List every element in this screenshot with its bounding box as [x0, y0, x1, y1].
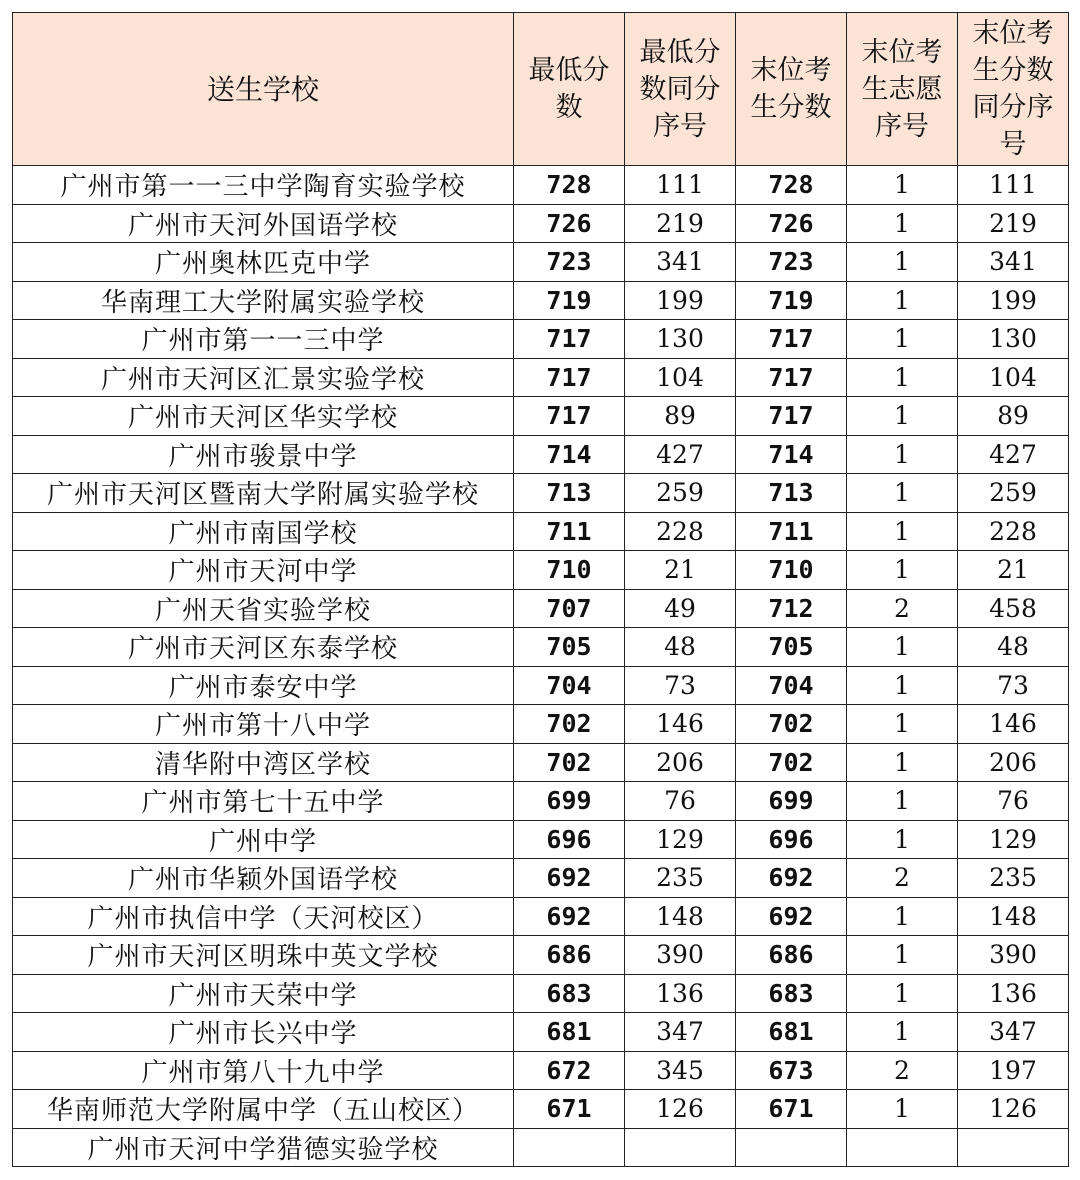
table-row: [13, 551, 1069, 590]
last-student-tie-rank-cell: 228: [958, 512, 1069, 551]
table-row: [13, 897, 1069, 936]
header-row: [13, 13, 1069, 166]
last-student-score-cell: 673: [736, 1051, 847, 1090]
min-score-cell: 681: [514, 1013, 625, 1052]
min-score-tie-rank-cell: 427: [625, 435, 736, 474]
min-score-tie-rank-cell: 21: [625, 551, 736, 590]
last-student-tie-rank-cell: 427: [958, 435, 1069, 474]
last-student-tie-rank-cell: 341: [958, 243, 1069, 282]
last-student-score-cell: 696: [736, 820, 847, 859]
last-student-score-cell: 692: [736, 897, 847, 936]
last-student-tie-rank-cell: [958, 1128, 1069, 1167]
min-score-tie-rank-cell: 76: [625, 782, 736, 821]
min-score-tie-rank-cell: 235: [625, 859, 736, 898]
last-student-choice-rank-cell: 2: [847, 589, 958, 628]
last-student-score-cell: 723: [736, 243, 847, 282]
school-name-cell: 广州市天河区华实学校: [13, 397, 514, 436]
last-student-score-cell: 728: [736, 166, 847, 205]
last-student-tie-rank-cell: 111: [958, 166, 1069, 205]
school-name-cell: 华南师范大学附属中学（五山校区）: [13, 1090, 514, 1129]
last-student-score-cell: 712: [736, 589, 847, 628]
table-row: [13, 474, 1069, 513]
last-student-score-cell: 717: [736, 320, 847, 359]
last-student-score-cell: 681: [736, 1013, 847, 1052]
table-row: [13, 705, 1069, 744]
school-name-cell: 广州市执信中学（天河校区）: [13, 897, 514, 936]
last-student-choice-rank-cell: 1: [847, 820, 958, 859]
table-header: [13, 13, 1069, 166]
min-score-cell: 683: [514, 974, 625, 1013]
table-row: [13, 859, 1069, 898]
min-score-tie-rank-cell: 228: [625, 512, 736, 551]
min-score-cell: 704: [514, 666, 625, 705]
min-score-cell: 699: [514, 782, 625, 821]
table-row: [13, 1090, 1069, 1129]
last-student-score-cell: 683: [736, 974, 847, 1013]
min-score-cell: 692: [514, 859, 625, 898]
table-row: [13, 936, 1069, 975]
min-score-tie-rank-cell: 341: [625, 243, 736, 282]
header-last-student-tie-rank: 末位考生分数同分序号: [958, 13, 1069, 166]
min-score-tie-rank-cell: 345: [625, 1051, 736, 1090]
table-row: [13, 243, 1069, 282]
min-score-cell: 702: [514, 743, 625, 782]
school-name-cell: 广州市第一一三中学陶育实验学校: [13, 166, 514, 205]
school-name-cell: 广州市泰安中学: [13, 666, 514, 705]
header-last-student-score: 末位考生分数: [736, 13, 847, 166]
min-score-tie-rank-cell: 136: [625, 974, 736, 1013]
min-score-cell: 726: [514, 204, 625, 243]
min-score-cell: 719: [514, 281, 625, 320]
school-name-cell: 广州市天河中学: [13, 551, 514, 590]
last-student-tie-rank-cell: 130: [958, 320, 1069, 359]
last-student-score-cell: 686: [736, 936, 847, 975]
last-student-score-cell: [736, 1128, 847, 1167]
school-name-cell: 广州市天河区明珠中英文学校: [13, 936, 514, 975]
last-student-tie-rank-cell: 21: [958, 551, 1069, 590]
last-student-tie-rank-cell: 89: [958, 397, 1069, 436]
min-score-tie-rank-cell: 206: [625, 743, 736, 782]
last-student-tie-rank-cell: 219: [958, 204, 1069, 243]
last-student-choice-rank-cell: 1: [847, 204, 958, 243]
min-score-tie-rank-cell: 148: [625, 897, 736, 936]
last-student-choice-rank-cell: 1: [847, 551, 958, 590]
last-student-choice-rank-cell: 1: [847, 435, 958, 474]
school-name-cell: 广州市长兴中学: [13, 1013, 514, 1052]
last-student-score-cell: 717: [736, 358, 847, 397]
school-name-cell: 广州中学: [13, 820, 514, 859]
table-row: [13, 512, 1069, 551]
min-score-cell: 710: [514, 551, 625, 590]
last-student-score-cell: 699: [736, 782, 847, 821]
school-name-cell: 广州市骏景中学: [13, 435, 514, 474]
last-student-tie-rank-cell: 146: [958, 705, 1069, 744]
min-score-cell: 692: [514, 897, 625, 936]
table-row: [13, 1051, 1069, 1090]
table-row: [13, 782, 1069, 821]
school-name-cell: 广州市天荣中学: [13, 974, 514, 1013]
last-student-tie-rank-cell: 259: [958, 474, 1069, 513]
last-student-score-cell: 710: [736, 551, 847, 590]
table-row: [13, 1128, 1069, 1167]
last-student-choice-rank-cell: 1: [847, 666, 958, 705]
min-score-cell: 707: [514, 589, 625, 628]
min-score-tie-rank-cell: 89: [625, 397, 736, 436]
last-student-tie-rank-cell: 126: [958, 1090, 1069, 1129]
last-student-tie-rank-cell: 136: [958, 974, 1069, 1013]
min-score-tie-rank-cell: [625, 1128, 736, 1167]
header-min-score: 最低分数: [514, 13, 625, 166]
min-score-tie-rank-cell: 49: [625, 589, 736, 628]
min-score-cell: 705: [514, 628, 625, 667]
min-score-tie-rank-cell: 129: [625, 820, 736, 859]
last-student-score-cell: 702: [736, 743, 847, 782]
last-student-choice-rank-cell: 1: [847, 974, 958, 1013]
school-name-cell: 广州市天河区汇景实验学校: [13, 358, 514, 397]
last-student-choice-rank-cell: 1: [847, 243, 958, 282]
table-row: [13, 320, 1069, 359]
last-student-choice-rank-cell: 1: [847, 474, 958, 513]
min-score-cell: 723: [514, 243, 625, 282]
school-name-cell: 广州市南国学校: [13, 512, 514, 551]
min-score-tie-rank-cell: 347: [625, 1013, 736, 1052]
last-student-score-cell: 714: [736, 435, 847, 474]
last-student-tie-rank-cell: 206: [958, 743, 1069, 782]
min-score-cell: 672: [514, 1051, 625, 1090]
last-student-score-cell: 671: [736, 1090, 847, 1129]
min-score-tie-rank-cell: 390: [625, 936, 736, 975]
min-score-cell: 713: [514, 474, 625, 513]
last-student-tie-rank-cell: 73: [958, 666, 1069, 705]
min-score-tie-rank-cell: 146: [625, 705, 736, 744]
school-name-cell: 华南理工大学附属实验学校: [13, 281, 514, 320]
last-student-choice-rank-cell: 1: [847, 1013, 958, 1052]
last-student-score-cell: 713: [736, 474, 847, 513]
last-student-tie-rank-cell: 76: [958, 782, 1069, 821]
last-student-tie-rank-cell: 197: [958, 1051, 1069, 1090]
min-score-cell: 717: [514, 320, 625, 359]
school-name-cell: 广州市华颖外国语学校: [13, 859, 514, 898]
school-name-cell: 广州市天河区暨南大学附属实验学校: [13, 474, 514, 513]
last-student-choice-rank-cell: 1: [847, 628, 958, 667]
school-name-cell: 广州市天河中学猎德实验学校: [13, 1128, 514, 1167]
last-student-choice-rank-cell: 1: [847, 166, 958, 205]
table-row: [13, 820, 1069, 859]
last-student-choice-rank-cell: 1: [847, 936, 958, 975]
school-name-cell: 广州市第一一三中学: [13, 320, 514, 359]
min-score-cell: [514, 1128, 625, 1167]
min-score-cell: 711: [514, 512, 625, 551]
school-name-cell: 清华附中湾区学校: [13, 743, 514, 782]
table-row: [13, 166, 1069, 205]
min-score-tie-rank-cell: 219: [625, 204, 736, 243]
last-student-score-cell: 705: [736, 628, 847, 667]
last-student-choice-rank-cell: 2: [847, 859, 958, 898]
min-score-cell: 717: [514, 397, 625, 436]
last-student-choice-rank-cell: 1: [847, 705, 958, 744]
last-student-score-cell: 711: [736, 512, 847, 551]
last-student-score-cell: 719: [736, 281, 847, 320]
school-name-cell: 广州市第八十九中学: [13, 1051, 514, 1090]
school-name-cell: 广州市第七十五中学: [13, 782, 514, 821]
header-school: 送生学校: [13, 13, 514, 166]
table-row: [13, 589, 1069, 628]
table-row: [13, 1013, 1069, 1052]
last-student-choice-rank-cell: 1: [847, 281, 958, 320]
min-score-cell: 696: [514, 820, 625, 859]
last-student-tie-rank-cell: 390: [958, 936, 1069, 975]
last-student-tie-rank-cell: 129: [958, 820, 1069, 859]
min-score-cell: 702: [514, 705, 625, 744]
last-student-choice-rank-cell: 1: [847, 743, 958, 782]
admission-score-table: [12, 12, 1069, 1167]
last-student-choice-rank-cell: 1: [847, 320, 958, 359]
table-row: [13, 743, 1069, 782]
min-score-tie-rank-cell: 126: [625, 1090, 736, 1129]
min-score-tie-rank-cell: 130: [625, 320, 736, 359]
table-row: [13, 204, 1069, 243]
header-min-score-tie-rank: 最低分数同分序号: [625, 13, 736, 166]
min-score-tie-rank-cell: 48: [625, 628, 736, 667]
last-student-choice-rank-cell: [847, 1128, 958, 1167]
min-score-cell: 686: [514, 936, 625, 975]
school-name-cell: 广州市天河外国语学校: [13, 204, 514, 243]
table-row: [13, 397, 1069, 436]
header-last-student-choice-rank: 末位考生志愿序号: [847, 13, 958, 166]
min-score-tie-rank-cell: 73: [625, 666, 736, 705]
min-score-cell: 728: [514, 166, 625, 205]
last-student-tie-rank-cell: 199: [958, 281, 1069, 320]
table-row: [13, 358, 1069, 397]
last-student-tie-rank-cell: 104: [958, 358, 1069, 397]
school-name-cell: 广州市第十八中学: [13, 705, 514, 744]
school-name-cell: 广州奥林匹克中学: [13, 243, 514, 282]
min-score-cell: 717: [514, 358, 625, 397]
last-student-choice-rank-cell: 1: [847, 397, 958, 436]
min-score-tie-rank-cell: 111: [625, 166, 736, 205]
last-student-tie-rank-cell: 148: [958, 897, 1069, 936]
last-student-score-cell: 726: [736, 204, 847, 243]
table-body: [13, 166, 1069, 1167]
last-student-tie-rank-cell: 347: [958, 1013, 1069, 1052]
min-score-cell: 671: [514, 1090, 625, 1129]
last-student-tie-rank-cell: 235: [958, 859, 1069, 898]
last-student-score-cell: 704: [736, 666, 847, 705]
min-score-cell: 714: [514, 435, 625, 474]
table-row: [13, 666, 1069, 705]
min-score-tie-rank-cell: 259: [625, 474, 736, 513]
min-score-tie-rank-cell: 104: [625, 358, 736, 397]
last-student-choice-rank-cell: 1: [847, 512, 958, 551]
last-student-choice-rank-cell: 1: [847, 358, 958, 397]
table-row: [13, 628, 1069, 667]
last-student-tie-rank-cell: 48: [958, 628, 1069, 667]
table-row: [13, 435, 1069, 474]
last-student-tie-rank-cell: 458: [958, 589, 1069, 628]
table-row: [13, 281, 1069, 320]
last-student-score-cell: 702: [736, 705, 847, 744]
school-name-cell: 广州市天河区东泰学校: [13, 628, 514, 667]
min-score-tie-rank-cell: 199: [625, 281, 736, 320]
last-student-choice-rank-cell: 1: [847, 897, 958, 936]
last-student-choice-rank-cell: 1: [847, 782, 958, 821]
last-student-score-cell: 692: [736, 859, 847, 898]
last-student-score-cell: 717: [736, 397, 847, 436]
last-student-choice-rank-cell: 1: [847, 1090, 958, 1129]
last-student-choice-rank-cell: 2: [847, 1051, 958, 1090]
table-row: [13, 974, 1069, 1013]
school-name-cell: 广州天省实验学校: [13, 589, 514, 628]
